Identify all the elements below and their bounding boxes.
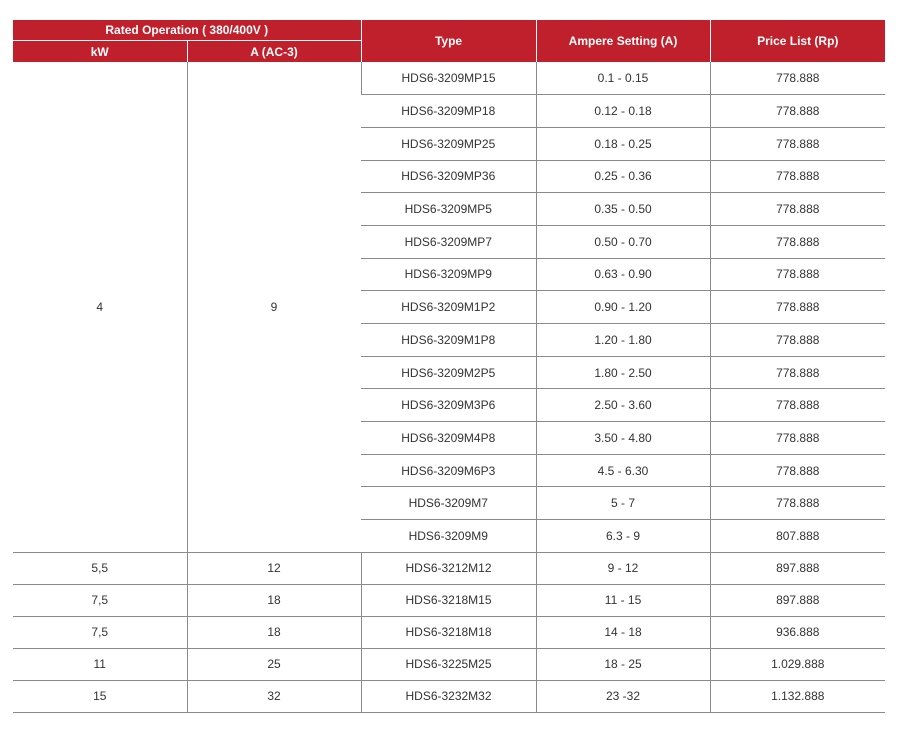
ampere-setting-cell: 0.1 - 0.15: [536, 62, 710, 95]
table-row: [13, 616, 885, 648]
kw-cell: 15: [13, 680, 187, 712]
price-cell: 778.888: [710, 160, 885, 193]
ampere-setting-cell: 0.90 - 1.20: [536, 291, 710, 324]
table-row: [13, 648, 885, 680]
price-cell: 778.888: [710, 95, 885, 128]
kw-cell: 7,5: [13, 616, 187, 648]
price-cell: 807.888: [710, 520, 885, 553]
type-cell: HDS6-3212M12: [361, 552, 536, 584]
ampere-setting-cell: 3.50 - 4.80: [536, 422, 710, 455]
ampere-setting-cell: 18 - 25: [536, 648, 710, 680]
ampere-setting-cell: 4.5 - 6.30: [536, 454, 710, 487]
price-cell: 778.888: [710, 258, 885, 291]
ampere-setting-cell: 14 - 18: [536, 616, 710, 648]
kw-header: kW: [13, 41, 187, 63]
type-cell: HDS6-3209MP7: [361, 225, 536, 258]
ampere-setting-cell: 1.20 - 1.80: [536, 324, 710, 357]
amp-cell: 12: [187, 552, 361, 584]
table-row: [13, 552, 885, 584]
type-cell: HDS6-3209M6P3: [361, 454, 536, 487]
price-cell: 778.888: [710, 487, 885, 520]
amp-cell: 18: [187, 616, 361, 648]
ampere-setting-cell: 0.18 - 0.25: [536, 127, 710, 160]
kw-cell: 11: [13, 648, 187, 680]
rated-operation-header: Rated Operation ( 380/400V ): [13, 20, 361, 41]
type-cell: HDS6-3218M15: [361, 584, 536, 616]
type-cell: HDS6-3209MP25: [361, 127, 536, 160]
table-row: [13, 584, 885, 616]
amp-cell: 18: [187, 584, 361, 616]
price-cell: 778.888: [710, 291, 885, 324]
price-cell: 778.888: [710, 193, 885, 226]
ampere-setting-cell: 0.63 - 0.90: [536, 258, 710, 291]
price-cell: 936.888: [710, 616, 885, 648]
price-cell: 778.888: [710, 454, 885, 487]
table-body: [13, 62, 885, 712]
amp-ac3-header: A (AC-3): [187, 41, 361, 63]
table-row: [13, 680, 885, 712]
amp-cell: 32: [187, 680, 361, 712]
type-cell: HDS6-3209M1P8: [361, 324, 536, 357]
kw-cell: 4: [13, 62, 187, 552]
kw-cell: 5,5: [13, 552, 187, 584]
ampere-setting-cell: 2.50 - 3.60: [536, 389, 710, 422]
table-row: [13, 62, 885, 95]
type-cell: HDS6-3209MP5: [361, 193, 536, 226]
ampere-setting-cell: 0.35 - 0.50: [536, 193, 710, 226]
price-table: [13, 20, 885, 713]
type-cell: HDS6-3209M4P8: [361, 422, 536, 455]
price-cell: 1.132.888: [710, 680, 885, 712]
type-cell: HDS6-3209M2P5: [361, 356, 536, 389]
price-cell: 1.029.888: [710, 648, 885, 680]
price-cell: 897.888: [710, 584, 885, 616]
price-cell: 778.888: [710, 127, 885, 160]
ampere-setting-cell: 11 - 15: [536, 584, 710, 616]
amp-cell: 25: [187, 648, 361, 680]
ampere-setting-cell: 0.50 - 0.70: [536, 225, 710, 258]
table-header: [13, 20, 885, 62]
type-cell: HDS6-3209MP18: [361, 95, 536, 128]
price-table-container: [13, 20, 885, 713]
amp-cell: 9: [187, 62, 361, 552]
ampere-setting-header: Ampere Setting (A): [536, 20, 710, 62]
price-cell: 778.888: [710, 389, 885, 422]
type-cell: HDS6-3209M9: [361, 520, 536, 553]
type-cell: HDS6-3209MP9: [361, 258, 536, 291]
ampere-setting-cell: 5 - 7: [536, 487, 710, 520]
ampere-setting-cell: 6.3 - 9: [536, 520, 710, 553]
ampere-setting-cell: 0.12 - 0.18: [536, 95, 710, 128]
ampere-setting-cell: 23 -32: [536, 680, 710, 712]
type-cell: HDS6-3209M3P6: [361, 389, 536, 422]
price-cell: 897.888: [710, 552, 885, 584]
ampere-setting-cell: 9 - 12: [536, 552, 710, 584]
price-cell: 778.888: [710, 324, 885, 357]
price-cell: 778.888: [710, 62, 885, 95]
price-cell: 778.888: [710, 225, 885, 258]
type-cell: HDS6-3209M1P2: [361, 291, 536, 324]
type-cell: HDS6-3225M25: [361, 648, 536, 680]
type-cell: HDS6-3209M7: [361, 487, 536, 520]
type-header: Type: [361, 20, 536, 62]
type-cell: HDS6-3232M32: [361, 680, 536, 712]
ampere-setting-cell: 0.25 - 0.36: [536, 160, 710, 193]
kw-cell: 7,5: [13, 584, 187, 616]
price-cell: 778.888: [710, 422, 885, 455]
type-cell: HDS6-3209MP15: [361, 62, 536, 95]
price-cell: 778.888: [710, 356, 885, 389]
price-list-header: Price List (Rp): [710, 20, 885, 62]
type-cell: HDS6-3218M18: [361, 616, 536, 648]
ampere-setting-cell: 1.80 - 2.50: [536, 356, 710, 389]
type-cell: HDS6-3209MP36: [361, 160, 536, 193]
